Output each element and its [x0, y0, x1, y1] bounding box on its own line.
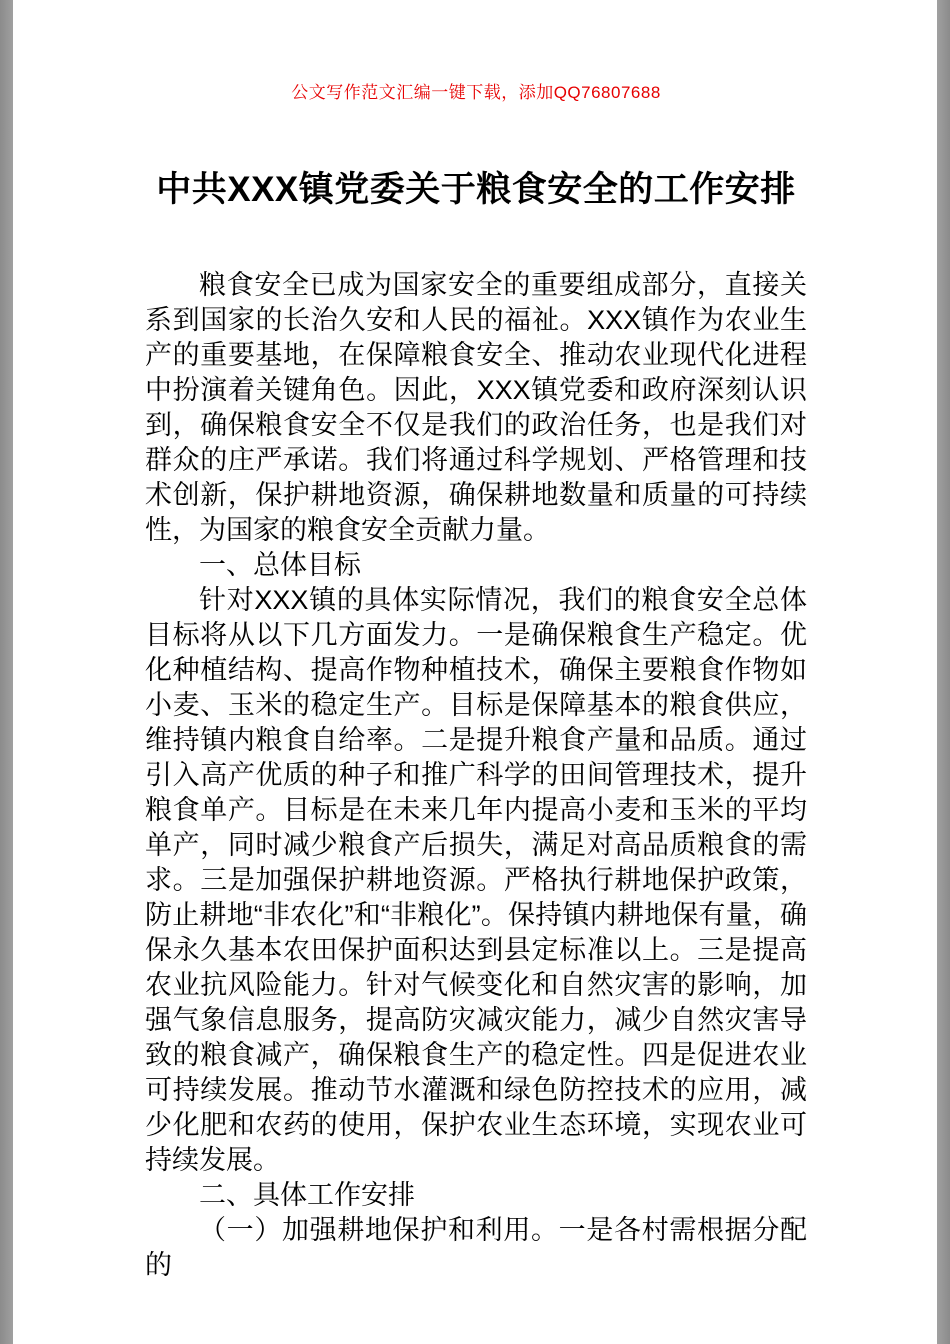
- promo-banner-text: 公文写作范文汇编一键下载，添加QQ76807688: [291, 83, 661, 102]
- paragraph-overall-goals: 针对XXX镇的具体实际情况，我们的粮食安全总体目标将从以下几方面发力。一是确保粮食生产稳定。优化种植结构、提高作物种植技术，确保主要粮食作物如小麦、玉米的稳定生产。目标是保障基本的粮食供应，维持镇内粮食自给率。二是提升粮食产量和品质。通过引入高产优质的种子和推广科学的田间管理技术，提升粮食单产。目标是在未来几年内提高小麦和玉米的平均单产，同时减少粮食产后损失，满足对高品质粮食的需求。三是加强保护耕地资源。严格执行耕地保护政策，防止耕地“非农化”和“非粮化”。保持镇内耕地保有量，确保永久基本农田保护面积达到县定标准以上。三是提高农业抗风险能力。针对气候变化和自然灾害的影响，加强气象信息服务，提高防灾减灾能力，减少自然灾害导致的粮食减产，确保粮食生产的稳定性。四是促进农业可持续发展。推动节水灌溉和绿色防控技术的应用，减少化肥和农药的使用，保护农业生态环境，实现农业可持续发展。: [145, 585, 807, 1175]
- section-heading-2: 二、具体工作安排: [199, 1180, 415, 1210]
- document-title: 中共XXX镇党委关于粮食安全的工作安排: [156, 170, 796, 209]
- paragraph-work-arrangement: （一）加强耕地保护和利用。一是各村需根据分配的: [145, 1215, 807, 1280]
- page-edge-right: [937, 0, 950, 1344]
- page-edge-left: [0, 0, 13, 1344]
- paragraph-intro: 粮食安全已成为国家安全的重要组成部分，直接关系到国家的长治久安和人民的福祉。XXX镇作为农业生产的重要基地，在保障粮食安全、推动农业现代化进程中扮演着关键角色。因此，XXX镇党委和政府深刻认识到，确保粮食安全不仅是我们的政治任务，也是我们对群众的庄严承诺。我们将通过科学规划、严格管理和技术创新，保护耕地资源，确保耕地数量和质量的可持续性，为国家的粮食安全贡献力量。: [145, 270, 807, 545]
- section-heading-1: 一、总体目标: [199, 550, 361, 580]
- document-page: [13, 0, 937, 1344]
- document-body: [145, 268, 807, 1283]
